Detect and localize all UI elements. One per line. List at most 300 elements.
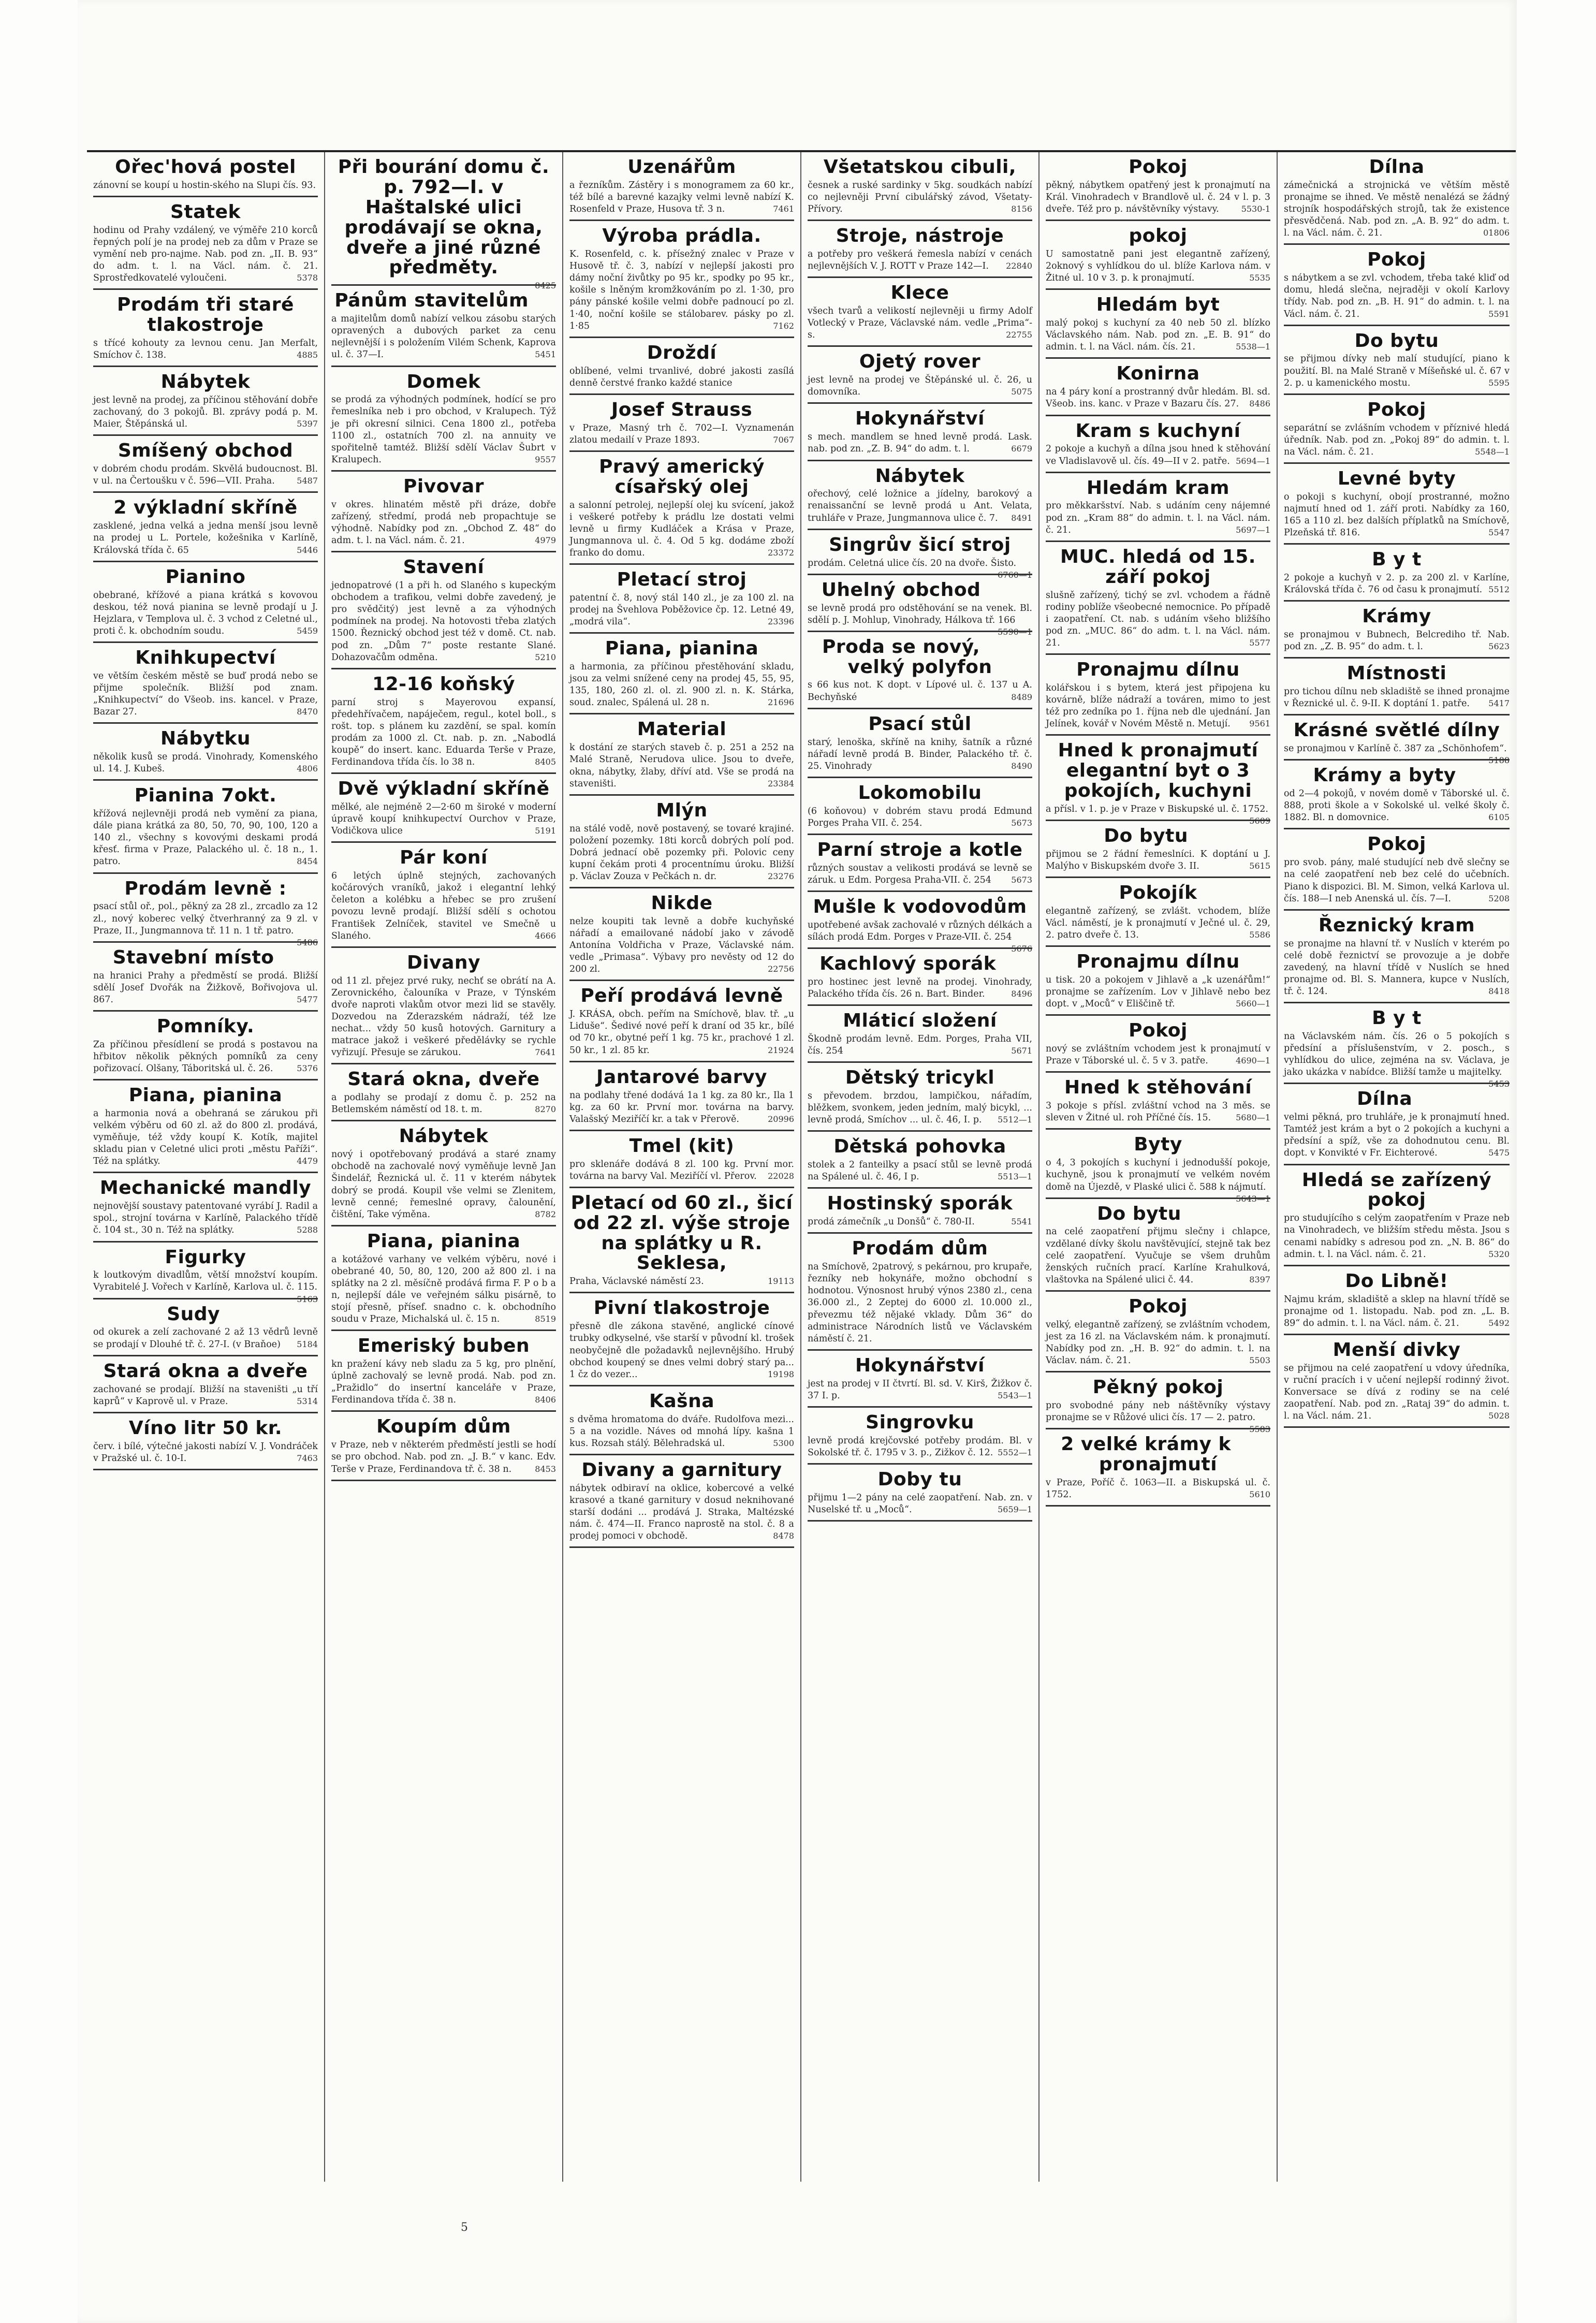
ad-heading: Nábytek (875, 465, 965, 487)
classified-ad (1284, 764, 1510, 829)
classified-ad (331, 370, 556, 472)
ad-text: zasklené, jedna velká a jedna menší jsou levně na prodej u L. Portele, kožešnika v Karlíně, Královská třída č. 65 (93, 521, 318, 556)
ad-body (1284, 422, 1510, 458)
ad-text: nejnovější soustavy patentované vyrábí J. Radil a spol., strojní továrna v Karlíně, Palackého třídě č. 104 st., 30 n. Též na splátky. (93, 1201, 318, 1236)
classified-ad (808, 464, 1032, 530)
ad-heading: Krámy a byty (1313, 765, 1456, 786)
classified-ad (569, 718, 794, 795)
ad-text: prodám. Celetná ulice čís. 20 na dvoře. Šisto. (808, 558, 1017, 568)
ad-heading: Proda se nový, velký polyfon (822, 636, 992, 678)
ad-number: 8489 (1011, 692, 1032, 702)
ad-number: 9557 (535, 454, 556, 464)
ad-number: 5487 (297, 476, 318, 486)
ad-text: ve větším českém městě se buď prodá nebo se přijme společník. Bližší pod znam. „Knihkupectví“ do Všeob. ins. kancel. v Praze, Bazar 27. (93, 670, 318, 718)
ad-heading: Pokoj (1367, 249, 1426, 271)
ad-number: 23276 (768, 871, 794, 881)
ad-body (1046, 1157, 1270, 1204)
classified-ad (93, 1084, 318, 1173)
ad-body (331, 499, 556, 547)
ad-body (1046, 905, 1270, 941)
ad-number: 8782 (535, 1209, 556, 1219)
classified-ad (569, 984, 794, 1062)
classified-ad (808, 635, 1032, 709)
ad-body (808, 1216, 1032, 1228)
ad-body (1046, 1043, 1270, 1067)
ad-body (569, 500, 794, 559)
ad-text: separátní se zvlášním vchodem v příznivé hledá úředník. Nab. pod zn. „Pokoj 89“ do admin. t. l. na Václ. nám. č. 21. (1284, 422, 1510, 457)
classified-ad (1284, 1269, 1510, 1335)
ad-body (808, 305, 1032, 341)
column-2 (325, 152, 563, 2182)
ad-body (93, 1326, 318, 1350)
column-5 (1039, 152, 1278, 2182)
classified-ad (1284, 1338, 1510, 1428)
ad-heading: Pivní tlakostroje (593, 1297, 770, 1319)
ad-heading: Parní stroje a kotle (817, 839, 1023, 860)
ad-number: 5208 (1488, 893, 1510, 903)
ad-text: s dvěma hromatoma do dváře. Rudolfova mezi... 5 a na vozidle. Náves od mnohá lípy. kašna 1 kus. Rozsah stálý. Bělehradská ul. (569, 1414, 794, 1449)
classified-ad (331, 777, 556, 843)
ad-number: 5513—1 (998, 1172, 1032, 1182)
ad-body (1284, 1363, 1510, 1422)
ad-number: 5459 (297, 625, 318, 636)
ad-body (808, 1090, 1032, 1126)
ad-heading: Pokoj (1367, 834, 1426, 855)
ad-heading: Nábytek (160, 371, 251, 393)
ad-heading: Pivovar (403, 475, 484, 497)
ad-body (93, 808, 318, 868)
ad-body (331, 697, 556, 769)
classified-ad (331, 155, 556, 291)
ad-text: patentní č. 8, nový stál 140 zl., je za 100 zl. na prodej na Švehlova Poběžovice čp. 12. Letné 49, „modrá vila“. (569, 592, 794, 627)
ad-body (93, 670, 318, 718)
ad-heading: Piana, pianina (367, 1230, 521, 1252)
ad-number: 8496 (1011, 988, 1032, 999)
ad-text: obebrané, křížové a piana krátká s kovovou deskou, též nová pianina se levně prodají u J. Hejzlara, v Templova ul. č. 3 vchod z Celetné ul., proti č. k. obchodním soudu. (93, 590, 318, 636)
ad-number: 5697—1 (1236, 524, 1270, 535)
ad-body (1284, 743, 1510, 766)
classified-ad (1046, 545, 1270, 655)
ad-body (808, 863, 1032, 886)
ad-number: 5541 (1011, 1217, 1032, 1227)
ad-body (569, 180, 794, 215)
ad-text: křížová nejlevněji prodá neb vymění za piana, dále piana krátká za 80, 50, 70, 90, 100, 120 a 140 zl., všechny s kovovými deskami prodá křesť. firma v Praze, Palackého ul. č. 18 n., 1. patro. (93, 809, 318, 867)
ad-text: K. Rosenfeld, c. k. přísežný znalec v Praze v Husově tř. č. 3, nabízí v nejlepší jakosti pro dámy noční živůtky po 95 kr., spodky po 95 kr., košile s lněným kromžkováním po zl. 1·30, pro pány pánské košile velmi dobře padnoucí po zl. 1·40, noční košile se stálobarev. pásky po zl. 1·85 (569, 249, 794, 331)
classified-ad (93, 439, 318, 493)
ad-text: jest levně na prodej, za příčinou stěhování dobře zachovaný, do 3 pokojů. Bl. zprávy podá p. M. Maier, Štěpánská ul. (93, 395, 318, 430)
classified-ad (808, 533, 1032, 580)
ad-number: 19198 (768, 1369, 794, 1379)
ad-body (1046, 682, 1270, 730)
ad-text: malý pokoj s kuchyní za 40 neb 50 zl. blízko Václavského nám. Nab. pod zn. „E. B. 91“ do admin. t. l. na Václ. nám. čís. 21. (1046, 318, 1270, 353)
ad-heading: B y t (1372, 1007, 1422, 1029)
ad-number: 5586 (1249, 930, 1270, 940)
ad-heading: Prodám levně : (124, 878, 287, 899)
classified-ad (569, 1134, 794, 1188)
ad-heading: Nikde (651, 893, 713, 914)
ad-text: od okurek a zelí zachované 2 až 13 vědrů levně se prodají v Dlouhé tř. č. 27-I. (v Braňoe) (93, 1327, 318, 1350)
classified-ad (1284, 467, 1510, 545)
ad-number: 5610 (1249, 1489, 1270, 1500)
classified-ad (331, 556, 556, 669)
ad-body (808, 1492, 1032, 1516)
ad-text: elegantně zařízený, se zvlášt. vchodem, blíže Václ. náměstí, je k pronajmutí v Ječné ul. č. 29, 2. patro dveře č. 13. (1046, 905, 1270, 941)
ad-heading: Josef Strauss (611, 399, 753, 420)
ad-heading: Stará okna, dveře (347, 1069, 540, 1090)
ad-number: 5676 (1011, 943, 1032, 954)
classified-ad (808, 838, 1032, 892)
ad-text: na celé zaopatření přijmu slečny i chlapce, vzdělané dívky školu navštěvující, stejně tak bez celé zaopatření. Vyučuje se všem druhům ženských ručních prací. Karlíne Krahulková, vlaštovka na Spálené ulici č. 44. (1046, 1226, 1270, 1285)
ad-body (1284, 686, 1510, 710)
ad-heading: Byty (1134, 1134, 1182, 1156)
ad-text: k loutkovým divadlům, větší množství koupím. Vyrabitelé J. Vořech v Karlíně, Karlova ul. č. 115. (93, 1270, 318, 1293)
ad-number: 5660—1 (1236, 999, 1270, 1009)
ad-number: 4979 (535, 535, 556, 546)
ad-text: J. KRÁSA, obch. peřím na Smíchově, blav. tř. „u Liduše“. Šedivé nové peří k draní od 35 kr., bílé od 70 kr., obytné peří 1 kg. 75 kr., prachové 1 zl. 50 kr., 1 zl. 85 kr. (569, 1009, 794, 1056)
ad-heading: Doby tu (877, 1468, 962, 1490)
ad-heading: Pokoj (1129, 1295, 1188, 1317)
ad-text: v okres. hlinatém městě při dráze, dobře zařízený, středmí, prodá neb propachtuje se výhodně. Nabídky pod zn. „Obchod Z. 48“ do adm. t. l. na Václ. nám. č. 21. (331, 499, 556, 546)
ad-text: 3 pokoje s přísl. zvláštní vchod na 3 měs. se sleven v Žitné ul. roh Příčné čís. 15. (1046, 1101, 1270, 1123)
ad-heading: Hned k stěhování (1064, 1077, 1252, 1099)
ad-text: Praha, Václavské náměstí 23. (569, 1276, 704, 1287)
ad-text: jednopatrové (1 a při h. od Slaného s kupeckým obchodem a trafikou, velmi dobře zavedený, je pro svědčitý) jest levně a za výhodných podmínek na prodej. Na hotovosti třeba zlatých 1500. Řeznický obchod jest též v domě. Ct. nab. pod zn. „Dům 7“ poste restante Slané. Dohazovačům odměna. (331, 580, 556, 663)
ad-number: 8270 (535, 1104, 556, 1115)
ad-number: 5577 (1249, 637, 1270, 648)
ad-body (93, 1384, 318, 1408)
classified-ad (569, 455, 794, 565)
classified-ad (1046, 1433, 1270, 1507)
ad-heading: Domek (406, 371, 481, 392)
ad-body (93, 395, 318, 430)
ad-heading: Prodám dům (852, 1238, 988, 1260)
ad-number: 8470 (297, 707, 318, 717)
ad-heading: Ořec'hová postel (115, 156, 296, 178)
ad-body (1284, 1294, 1510, 1329)
ad-number: 5376 (297, 1063, 318, 1073)
ad-text: a přísl. v 1. p. je v Praze v Biskupské ul. č. 1752. (1046, 803, 1268, 814)
ad-text: k dostání ze starých staveb č. p. 251 a 252 na Malé Straně, Nerudova ulice. Jsou to dveře, okna, nábytky, žlaby, dříví atd. Vše se prodá na staveništi. (569, 742, 794, 789)
ad-heading: Piana, pianina (128, 1085, 283, 1106)
ad-body (93, 1269, 318, 1304)
ad-number: 5188 (1488, 755, 1510, 766)
ad-heading: Krásné světlé dílny (1293, 720, 1500, 741)
ad-number: 5512—1 (998, 1115, 1032, 1125)
ad-body (808, 374, 1032, 398)
classified-ad (808, 1135, 1032, 1189)
classified-ad (1284, 719, 1510, 766)
ad-body (569, 366, 794, 389)
ad-heading: Psací stůl (868, 713, 972, 735)
ad-text: všech tvarů a velikostí nejlevněji u firmy Adolf Votlecký v Praze, Václavské nám. vedle „Prima“-s. (808, 306, 1032, 341)
classified-ad (93, 293, 318, 367)
ad-number: 5673 (1011, 817, 1032, 828)
ad-number: 22756 (768, 964, 794, 974)
classified-ad (1046, 1019, 1270, 1073)
ad-body (1284, 1112, 1510, 1159)
classified-ad (808, 155, 1032, 221)
ad-body (569, 1483, 794, 1542)
ad-body (569, 661, 794, 709)
classified-ad (1284, 1168, 1510, 1266)
ad-number: 5397 (297, 419, 318, 429)
ad-text: v dobrém chodu prodám. Skvělá budoucnost. Bl. v ul. na Čertoušku v č. 596—VII. Praha. (93, 464, 318, 487)
classified-ad (93, 1303, 318, 1356)
ad-heading: Ojetý rover (859, 351, 981, 373)
ad-text: červ. i bílé, výtečné jakosti nabízí V. J. Vondráček v Pražské ul. č. 10-I. (93, 1441, 318, 1464)
classified-ad (93, 1416, 318, 1470)
ad-body (808, 679, 1032, 703)
ad-number: 5184 (297, 1339, 318, 1349)
ad-number: 4479 (297, 1156, 318, 1166)
ad-text: několik kusů se prodá. Vinohrady, Komenského ul. 14. J. Kubeš. (93, 752, 318, 775)
classified-ad (808, 781, 1032, 835)
classified-ad (331, 475, 556, 552)
classified-ad (1046, 362, 1270, 416)
ad-number: 01806 (1483, 228, 1510, 238)
ad-number: 4690—1 (1236, 1056, 1270, 1066)
ad-body (808, 1261, 1032, 1345)
ad-body (93, 590, 318, 637)
ad-number: 5300 (773, 1438, 794, 1448)
ad-heading: Hned k pronajmutí elegantní byt o 3 pokojích, kuchyni (1058, 740, 1258, 801)
ad-heading: MUC. hledá od 15. září pokoj (1060, 546, 1256, 588)
ad-number: 4885 (297, 350, 318, 360)
ad-text: pro svobodné pány neb náštěvníky výstavy pronajme se v Růžové ulici čís. 17 — 2. patro. (1046, 1400, 1270, 1423)
classified-ad (93, 784, 318, 873)
ad-text: s mech. mandlem se hned levně prodá. Lask. nab. pod zn. „Z. B. 94“ do adm. t. l. (808, 432, 1032, 455)
classified-ad (1046, 476, 1270, 542)
ad-text: s nábytkem a se zvl. vchodem, třeba také kliď od domu, hledá slečna, nejraději v okolí Karlovy třídy. Nab. pod zn. „B. H. 91“ do admin. t. l. na Václ. nám. č. 21. (1284, 273, 1510, 319)
ad-number: 6105 (1488, 812, 1510, 823)
ad-heading: Do Libně! (1345, 1270, 1448, 1292)
ad-body (569, 916, 794, 975)
classified-ad (93, 496, 318, 562)
ad-body (331, 801, 556, 837)
classified-ad (808, 224, 1032, 278)
ad-body (93, 463, 318, 487)
ad-heading: Pokoj (1129, 156, 1188, 178)
ad-heading: Pěkný pokoj (1092, 1377, 1224, 1398)
ad-number: 5288 (297, 1225, 318, 1235)
classified-ad (569, 637, 794, 714)
classified-ad (331, 1230, 556, 1331)
classified-ad (569, 799, 794, 888)
ad-text: a kotážové varhany ve velkém výběru, nové i obebrané 40, 50, 80, 120, 200 až 800 zl. i na splátky na 2 zl. měsíčně prodává firma F. P o b a n, nejlepší dále ve veřejném sálku pisárně, to stojí přesně, přísef. snadno c. k. obchodního soudu v Praze, Michalská ul. č. 15 n. (331, 1254, 556, 1325)
ad-heading: Všetatskou cibuli, (823, 156, 1017, 178)
ad-number: 5583 (1249, 1424, 1270, 1435)
ad-number: 5543—1 (998, 1390, 1032, 1400)
ad-body (1046, 180, 1270, 215)
ad-body (1284, 353, 1510, 389)
ad-text: Za příčinou přesídlení se prodá s postavou na hřbitov několik pěkných pomníků za ceny pořizovací. Olšany, Táboritská ul. č. 26. (93, 1039, 318, 1074)
ad-heading: Tmel (kit) (629, 1135, 735, 1157)
ad-heading: Levné byty (1337, 467, 1456, 489)
ad-text: od 11 zl. přejez prvé ruky, nechť se obrátí na A. Zerovnického, čalouníka v Praze, v Týnském dvoře naproti vlakům otvor mezi lid se stavěly. Dozvedou na Zderazském nádraží, též lze nechat... vždy 50 kusů hotových. Garnitury a matrace jakož i veškeré předělávky se rychle vyřizují. Přesuje se zárukou. (331, 975, 556, 1058)
ad-body (331, 1149, 556, 1221)
ad-number: 5535 (1249, 273, 1270, 283)
ad-heading: Nábytku (160, 728, 251, 750)
ad-number: 5475 (1488, 1148, 1510, 1158)
ad-number: 5417 (1488, 698, 1510, 709)
ad-body (1046, 803, 1270, 826)
ad-body (1046, 1226, 1270, 1285)
ad-heading: Stará okna a dveře (103, 1360, 308, 1382)
ad-number: 21696 (768, 697, 794, 708)
ad-text: velký, elegantně zařízený, se zvláštním vchodem, jest za 16 zl. na Václavském nám. k pronajmutí. Nabídky pod zn. „H. B. 92“ do admin. t. l. na Václav. nám. č. 21. (1046, 1319, 1270, 1366)
classified-ad (331, 289, 556, 367)
ad-body (93, 1441, 318, 1465)
ad-heading: Pronajmu dílnu (1076, 951, 1240, 973)
ad-text: nábytek odbiraví na oklice, kobercové a velké krasové a tkané garnitury v dosud neknihované starší dodáni ... prodává J. Straka, Maltézské nám. č. 474—II. Franco naprostě na stol. č. 8 a prodej pomoci v obchodě. (569, 1483, 794, 1542)
classified-ad (808, 1354, 1032, 1408)
ad-heading: Piana, pianina (605, 638, 759, 660)
ad-text: stolek a 2 fanteilky a psací stůl se levně prodá na Spálené ul. č. 46, I p. (808, 1160, 1032, 1182)
ad-text: přijmu 1—2 pány na celé zaopatření. Nab. zn. v Nuselské tř. u „Moců“. (808, 1492, 1032, 1515)
ad-body (93, 180, 318, 192)
ad-heading: Divany a garnitury (581, 1459, 782, 1481)
ad-body (1284, 857, 1510, 904)
ad-body (331, 870, 556, 942)
ad-heading: Stavení (403, 557, 485, 578)
ad-body (1284, 938, 1510, 998)
ad-body (93, 225, 318, 284)
ad-text: pro měkkaršství. Nab. s udáním ceny nájemné pod zn. „Kram 88“ do admin. t. l. na Václ. nám. č. 21. (1046, 501, 1270, 535)
ad-text: jest levně na prodej ve Štěpánské ul. č. 26, u domovníka. (808, 375, 1032, 398)
ad-number: 5538—1 (1236, 342, 1270, 352)
ad-body (331, 1254, 556, 1326)
classified-ad (93, 1176, 318, 1242)
ad-number: 6679 (1011, 444, 1032, 454)
classified-ad (569, 1065, 794, 1131)
ad-text: 6 letých úplně stejných, zachovaných kočárových vraníků, jakož i elegantní lehký čeleton a kolébku a hřebec se pro zrušení povozu levně prodají. Bližší sdělí s ochotou František Zelníček, stavitel ve Smečně u Slaného. (331, 871, 556, 941)
ad-text: pěkný, nábytkem opatřený jest k pronajmutí na Král. Vinohradech v Brandlově ul. č. 24 v l. p. 3 dveře. Též pro p. návštěvníky výstavy. (1046, 180, 1270, 215)
ad-text: se přijmou dívky neb malí studující, piano k použití. Bl. na Malé Straně v Míšeňské ul. č. 67 v 2. p. u kamenického mostu. (1284, 354, 1510, 388)
ad-number: 5163 (297, 1294, 318, 1304)
ad-heading: Kachlový sporák (819, 953, 997, 974)
ad-text: pro studujícího s celým zaopatřením v Praze neb na Vinohradech, ve bližším středu města. Jsou s cenami nabídky s adresou pod zn. „N. B. 86“ do admin. t. l. na Václ. nám. č. 21. (1284, 1213, 1510, 1260)
classified-ad (808, 1468, 1032, 1522)
ad-body (808, 603, 1032, 637)
classified-ad (1046, 881, 1270, 947)
classified-ad (93, 727, 318, 781)
ad-body (1046, 1100, 1270, 1124)
ad-number: 8486 (1249, 399, 1270, 409)
column-6 (1278, 152, 1516, 2182)
ad-number: 19113 (768, 1276, 794, 1287)
ad-number: 5486 (297, 937, 318, 947)
ad-heading: Konirna (1116, 363, 1200, 385)
ad-body (569, 1009, 794, 1056)
ad-number: 5547 (1488, 528, 1510, 538)
classified-ad (1046, 739, 1270, 826)
ad-body (331, 1092, 556, 1116)
ad-heading: Dvě výkladní skříně (338, 778, 550, 800)
ad-body (93, 970, 318, 1006)
ad-text: na Václavském nám. čís. 26 o 5 pokojích s předsíní a příslušenstvím, v 2. posch., s vyhlídkou do ulice, zejména na sv. Václava, je jako ukázka v nabídce. Bližší tamže u majitelky. (1284, 1031, 1510, 1078)
ad-body (1284, 491, 1510, 539)
classified-ad (93, 646, 318, 724)
ad-heading: Kram s kuchyní (1075, 420, 1241, 442)
ad-body (1284, 180, 1510, 239)
ad-heading: Stavební místo (112, 946, 274, 968)
ad-body (569, 1090, 794, 1126)
ad-text: nový i opotřebovaný prodává a staré znamy obchodě na zachovalé nový vyměňuje levně Jan Šindelář, Řeznická ul. č. 11 v kterém nábytek dobrý se prodá. Koupil vše velmi se Zlenitem, levně cenné; řemeslné opravy, čalounění, čištění, Take výměna. (331, 1149, 556, 1220)
ad-text: na podlahy třené dodává 1a 1 kg. za 80 kr., Ila 1 kg. za 60 kr. První mor. továrna na barvy. Valašský Meziříčí kr. a tak v Přerově. (569, 1090, 794, 1124)
ad-text: přesně dle zákona stavěné, anglické cínové trubky odkyselné, vše starší v původní kl. trošek neobyčejně dle požadavků nejlevnějšího. Hrubý obchod koupený se dnes velmi dobrý starý pa... 1 čz do vezer... (569, 1321, 794, 1380)
ad-text: U samostatně pani jest elegantně zařízený, 2oknový s vyhlídkou do ul. blíže Karlova nám. v Žitné ul. 10 v 3. p. k pronajmutí. (1046, 249, 1270, 284)
ad-text: a harmonia nová a obehraná se zárukou při velkém výběru od 60 zl. až do 800 zl. prodává, vyměňuje, též vždy koupí K. Kotík, majitel skladu pian v Celetné ulici proti „městu Paříži“. Též na splátky. (93, 1108, 318, 1167)
ad-body (93, 751, 318, 775)
ad-heading: Výroba prádla. (602, 225, 762, 247)
ad-number: 23384 (768, 778, 794, 788)
classified-ad (808, 1009, 1032, 1063)
classified-ad (569, 1296, 794, 1386)
ad-number: 5446 (297, 545, 318, 555)
ad-heading: Pokoj (1367, 399, 1426, 420)
ad-heading: Do bytu (1104, 825, 1188, 846)
ad-body (93, 1039, 318, 1075)
ad-text: s převodem. brzdou, lampičkou, nářadím, blěžkem, svonkem, jeden jedním, malý bicykl, ... levně prodá, Smíchov ... ul. č. 46, I. p. (808, 1090, 1032, 1126)
ad-number: 5191 (535, 826, 556, 836)
ad-number: 8453 (535, 1464, 556, 1474)
ad-heading: Uzenářům (627, 156, 736, 178)
ad-body (569, 1414, 794, 1450)
ad-text: a harmonia, za příčinou přestěhování skladu, jsou za velmi snížené ceny na prodej 45, 55, 95, 135, 180, 260 zl. ol. zl. 900 zl. n. K. Stárka, soud. znalec, Spálená ul. 28 n. (569, 662, 794, 708)
ad-body (331, 394, 556, 466)
classified-ad (569, 1458, 794, 1548)
ad-text: parní stroj s Mayerovou expansí, předehřívačem, napáječem, regul., kotel boll., s rošt. top. s plánem ku zazdění, se spal. komín prodám za 1000 zl. Ct. nab. p. zn. „Nabodlá koupě“ do insert. kanc. Eduarda Terše v Praze, Ferdinandova třída čís. lo 38 n. (331, 697, 556, 768)
ad-number: 8405 (535, 757, 556, 767)
ad-heading: Singrův šicí stroj (829, 534, 1011, 556)
ad-heading: Dílna (1369, 156, 1425, 178)
ad-heading: Koupím dům (376, 1416, 511, 1438)
classified-ad (569, 568, 794, 634)
classified-ad (331, 1334, 556, 1412)
ad-heading: Nábytek (399, 1126, 489, 1147)
ad-text: se pronajmou v Karlíně č. 387 za „Schönhofem“. (1284, 743, 1507, 754)
classified-ad (1046, 1295, 1270, 1372)
column-1 (87, 152, 325, 2182)
ad-text: hodinu od Prahy vzdálený, ve výměře 210 korců řepných polí je na prodej neb za dům v Praze se vymění neb pro-najme. Nab. pod zn. „II. B. 93“ do adm. t. l. na Václ. nám. č. 21. Sprostředkovatelé vyloučeni. (93, 225, 318, 284)
classified-ad (1284, 1006, 1510, 1089)
ad-heading: Víno litr 50 kr. (128, 1417, 283, 1439)
ad-text: česnek a ruské sardinky v 5kg. soudkách nabízí co nejlevněji První cibulářský závod, Všetaty-Přívory. (808, 180, 1032, 215)
ad-number: 8490 (1011, 761, 1032, 771)
classified-ad (569, 155, 794, 221)
ad-body (1046, 386, 1270, 410)
ad-heading: Pomníky. (156, 1015, 255, 1037)
ad-text: zachované se prodají. Bližší na staveništi „u tří kaprů“ v Kaprově ul. v Praze. (93, 1384, 318, 1407)
ad-heading: Droždí (647, 342, 717, 363)
ad-heading: Pletací stroj (617, 569, 747, 591)
classified-ad (1284, 662, 1510, 715)
ad-number: 8397 (1249, 1274, 1270, 1284)
classified-ad (569, 1191, 794, 1294)
ad-number: 4806 (297, 764, 318, 774)
classified-ad (331, 1415, 556, 1481)
ad-body (1046, 590, 1270, 649)
ad-text: kolářskou i s bytem, která jest připojena ku kovárně, blíže nádraží a továren, mimo to jest též pro zedníka po 1. října neb dle ujednání. Jan Jelínek, kovář v Novém Městě n. Metují. (1046, 682, 1270, 729)
ad-number: 5075 (1011, 387, 1032, 397)
ad-body (331, 1358, 556, 1406)
ad-heading: Stroje, nástroje (836, 225, 1004, 247)
classified-ad (1284, 398, 1510, 464)
classified-ad (1046, 1133, 1270, 1204)
ad-body (331, 975, 556, 1059)
ad-text: různých soustav a velikosti prodává se levně se záruk. u Edm. Porgesa Praha-VII. č. 254 (808, 863, 1032, 885)
ad-number: 5623 (1488, 641, 1510, 652)
